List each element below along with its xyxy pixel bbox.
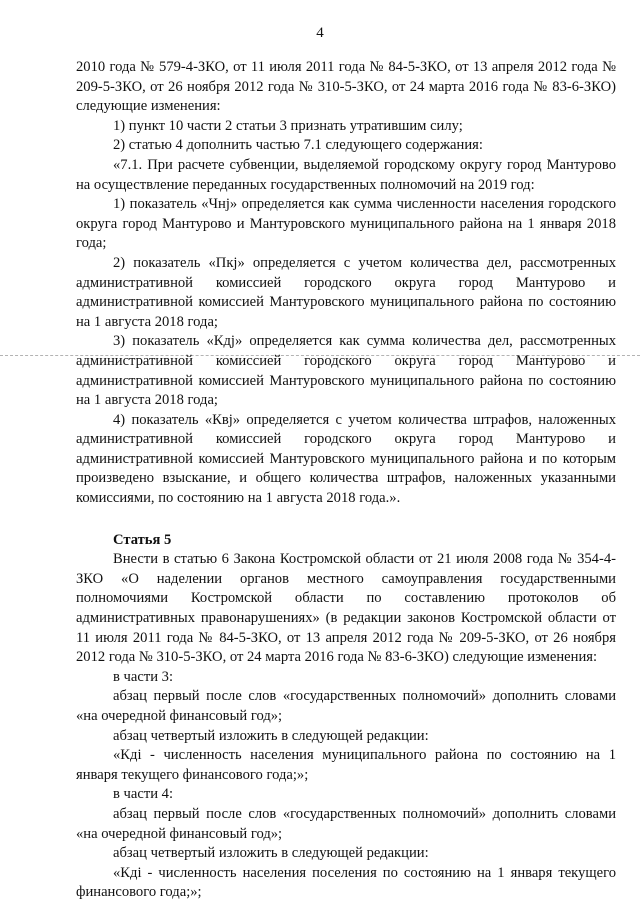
paragraph: 2) статью 4 дополнить частью 7.1 следующего содержания: bbox=[113, 137, 483, 154]
paragraph: абзац первый после слов «государственных полномочий» дополнить словами «на очередной финансовый год»; bbox=[76, 805, 616, 842]
paragraph: 1) пункт 10 части 2 статьи 3 признать утратившим силу; bbox=[113, 117, 463, 134]
paragraph: «Кдi - численность населения поселения по состоянию на 1 января текущего финансового года;»; bbox=[76, 864, 616, 901]
document-body bbox=[76, 58, 616, 903]
paragraph: 1) показатель «Чнj» определяется как сумма численности населения городского округа город Мантурово и Мантуровского муниципального района на 1 января 2018 года; bbox=[76, 196, 616, 252]
paragraph: Внести в статью 6 Закона Костромской области от 21 июля 2008 года № 354-4-ЗКО «О наделении органов местного самоуправления государственными полномочиями Костромской области по составлению протоколов об административных правонарушениях» (в редакции законов Костромской области от 11 июля 2011 года № 84-5-ЗКО, от 13 апреля 2012 года № 209-5-ЗКО, от 26 ноября 2012 года № 310-5-ЗКО, от 24 марта 2016 года № 83-6-ЗКО) следующие изменения: bbox=[76, 551, 616, 666]
page-number: 4 bbox=[316, 25, 324, 41]
paragraph: 3) показатель «Кдj» определяется как сумма количества дел, рассмотренных административной комиссией городского округа город Мантурово и административной комиссией Мантуровского муниципального района по состоянию на 1 августа 2018 года; bbox=[76, 333, 616, 409]
paragraph: в части 3: bbox=[113, 668, 174, 685]
paragraph: абзац четвертый изложить в следующей редакции: bbox=[113, 845, 429, 862]
paragraph: абзац первый после слов «государственных полномочий» дополнить словами «на очередной финансовый год»; bbox=[76, 688, 616, 724]
paragraph: «Кдi - численность населения муниципального района по состоянию на 1 января текущего финансового года;»; bbox=[76, 747, 616, 783]
paragraph: «7.1. При расчете субвенции, выделяемой городскому округу город Мантурово на осуществление переданных государственных полномочий на 2019 год: bbox=[76, 156, 616, 193]
paragraph: 2) показатель «Пкj» определяется с учетом количества дел, рассмотренных административной комиссией городского округа город Мантурово и административной комиссией Мантуровского муниципального района по состоянию на 1 августа 2018 года; bbox=[76, 254, 616, 330]
paragraph: 2010 года № 579-4-ЗКО, от 11 июля 2011 года № 84-5-ЗКО, от 13 апреля 2012 года № 209-5-ЗКО, от 26 ноября 2012 года № 310-5-ЗКО, от 24 марта 2016 года № 83-6-ЗКО) следующие изменения: bbox=[76, 59, 616, 115]
article-heading: Статья 5 bbox=[113, 531, 172, 548]
paragraph: в части 4: bbox=[113, 786, 174, 803]
paragraph: 4) показатель «Квj» определяется с учетом количества штрафов, наложенных административной комиссией городского округа город Мантурово и административной комиссией Мантуровского муниципального района и по которым произведено взыскание, и общего количества штрафов, наложенных указанными комиссиями, по состоянию на 1 августа 2018 года.». bbox=[76, 411, 616, 507]
paragraph: абзац четвертый изложить в следующей редакции: bbox=[113, 727, 429, 744]
